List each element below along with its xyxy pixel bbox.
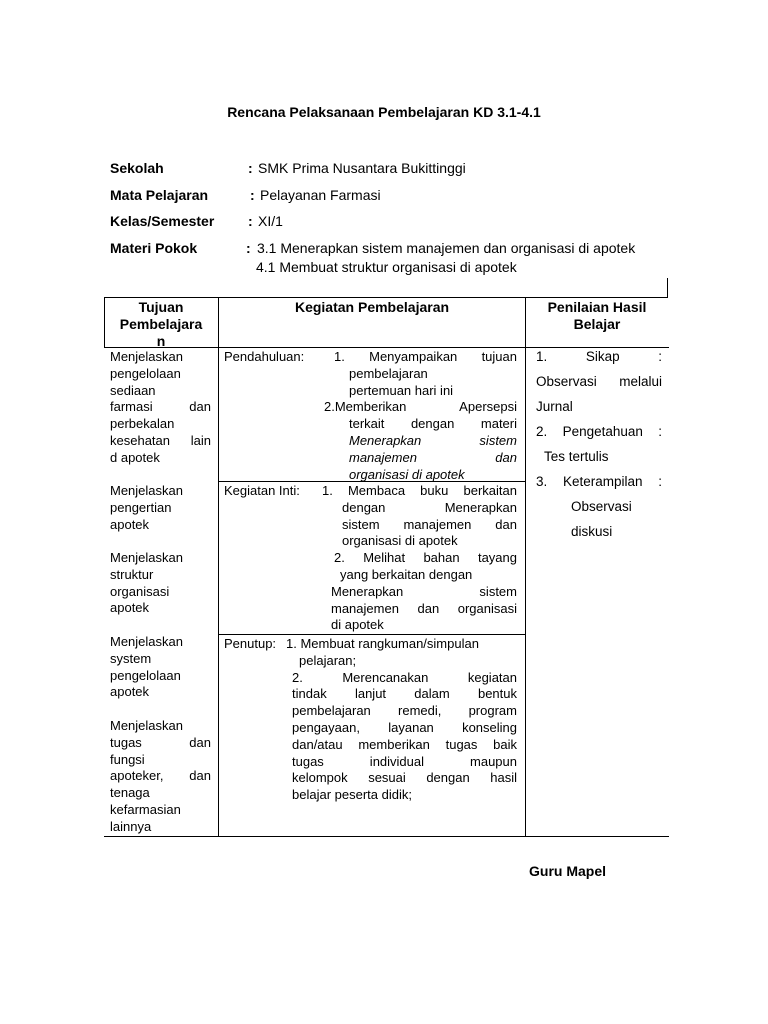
tujuan-line: pengelolaan (110, 365, 181, 381)
kegiatan-line: sistem manajemen dan (342, 516, 517, 532)
penilaian-line: Tes tertulis (544, 449, 609, 464)
header-tujuan (104, 299, 218, 350)
tujuan-line: Menjelaskan (110, 483, 183, 498)
penilaian-line: 3. Keterampilan : (536, 474, 662, 489)
tujuan-line: system (110, 650, 152, 666)
kegiatan-line: pembelajaran (349, 365, 428, 381)
tujuan-line: apotek (110, 684, 150, 700)
penilaian-cell (536, 349, 662, 549)
tujuan-line: apotek (110, 600, 150, 616)
tujuan-line: apotek (110, 516, 150, 532)
info-value: 3.1 Menerapkan sistem manajemen dan organisasi di apotek (257, 240, 636, 256)
penilaian-line: Observasi melalui (536, 374, 662, 389)
tujuan-line: organisasi (110, 583, 170, 599)
tujuan-line: perbekalan (110, 416, 175, 432)
signature-label: Guru Mapel (529, 863, 607, 879)
kegiatan-line: pengayaan, layanan konseling (292, 720, 517, 735)
info-value: SMK Prima Nusantara Bukittinggi (258, 160, 466, 176)
table-column-divider (525, 297, 526, 836)
info-label: Mata Pelajaran (110, 187, 209, 203)
info-separator: : (248, 213, 253, 229)
kegiatan-line: manajemen dan organisasi (331, 600, 517, 616)
penilaian-line: 2. Pengetahuan : (536, 424, 662, 439)
tujuan-line: Menjelaskan (110, 718, 183, 733)
tujuan-item (110, 483, 211, 533)
tujuan-line: tenaga (110, 785, 150, 801)
header-text: Kegiatan Pembelajaran (294, 299, 450, 315)
tujuan-line: fungsi (110, 751, 145, 767)
tujuan-item (110, 349, 211, 467)
kegiatan-line: tindak lanjut dalam bentuk (292, 686, 517, 702)
tujuan-line: kefarmasian (110, 801, 181, 817)
tujuan-line: pengertian (110, 499, 172, 515)
kegiatan-line: tugas individual maupun (292, 753, 517, 769)
table-border-top (104, 297, 668, 298)
kegiatan-penutup (224, 636, 520, 834)
info-label: Materi Pokok (110, 240, 198, 256)
header-penilaian (526, 299, 668, 333)
tujuan-line: lainnya (110, 818, 152, 834)
kegiatan-line: terkait dengan materi (349, 416, 517, 432)
kegiatan-line: 2. Melihat bahan tayang (334, 550, 517, 566)
kegiatan-line: pertemuan hari ini (349, 382, 454, 398)
header-kegiatan (219, 299, 525, 316)
kegiatan-line: manajemen dan (349, 449, 517, 465)
penilaian-line: 1. Sikap : (536, 349, 662, 364)
penilaian-line: diskusi (571, 524, 613, 539)
kegiatan-line: organisasi di apotek (342, 533, 458, 549)
tujuan-line: sediaan (110, 382, 156, 398)
tujuan-line: Menjelaskan (110, 349, 183, 364)
kegiatan-line: 1. Menyampaikan tujuan (334, 349, 517, 364)
tujuan-line: d apotek (110, 449, 160, 465)
kegiatan-label: Kegiatan Inti: (224, 483, 300, 498)
tujuan-line: apoteker, dan (110, 768, 211, 784)
tujuan-line: tugas dan (110, 734, 211, 750)
kegiatan-line: Menerapkan sistem (331, 583, 517, 599)
kegiatan-line: 2. Merencanakan kegiatan (292, 669, 517, 685)
kegiatan-line: 2.Memberikan Apersepsi (324, 399, 517, 415)
kegiatan-line: dan/atau memberikan tugas baik (292, 736, 517, 752)
kegiatan-line: Menerapkan sistem (349, 433, 517, 448)
header-text: Penilaian Hasil (547, 299, 647, 315)
info-value: 4.1 Membuat struktur organisasi di apotek (256, 259, 517, 275)
header-text: Tujuan (138, 299, 184, 315)
kegiatan-line: pelajaran; (299, 652, 357, 668)
kegiatan-line: kelompok sesuai dengan hasil (292, 770, 517, 786)
info-separator: : (250, 187, 255, 203)
tujuan-item (110, 718, 211, 836)
info-value: Pelayanan Farmasi (260, 187, 381, 203)
tujuan-line: pengelolaan (110, 667, 181, 683)
document-title: Rencana Pelaksanaan Pembelajaran KD 3.1-4.1 (227, 104, 541, 120)
tujuan-item (110, 634, 211, 701)
kegiatan-label: Pendahuluan: (224, 349, 305, 364)
info-value: XI/1 (258, 213, 283, 229)
tujuan-line: farmasi dan (110, 399, 211, 415)
kegiatan-line: belajar peserta didik; (292, 787, 412, 803)
kegiatan-line: organisasi di apotek (349, 466, 465, 482)
kegiatan-label: Penutup: (224, 636, 277, 651)
tujuan-item (110, 550, 211, 617)
tujuan-line: struktur (110, 566, 154, 582)
kegiatan-pendahuluan (224, 349, 520, 481)
table-frame-line (667, 278, 668, 298)
kegiatan-line: 1. Membaca buku berkaitan (322, 483, 517, 498)
tujuan-line: Menjelaskan (110, 550, 183, 565)
kegiatan-line: di apotek (331, 617, 384, 633)
info-label: Kelas/Semester (110, 213, 215, 229)
kegiatan-line: 1. Membuat rangkuman/simpulan (286, 636, 479, 651)
info-separator: : (246, 240, 251, 256)
kegiatan-line: pembelajaran remedi, program (292, 703, 517, 719)
kegiatan-inti (224, 483, 520, 633)
kegiatan-line: dengan Menerapkan (342, 499, 517, 515)
table-border-bottom (104, 836, 669, 837)
kegiatan-line: yang berkaitan dengan (340, 567, 473, 582)
penilaian-line: Jurnal (536, 399, 573, 414)
table-column-divider (218, 297, 219, 836)
tujuan-line: kesehatan lain (110, 432, 211, 448)
tujuan-line: Menjelaskan (110, 634, 183, 649)
header-text: Belajar (573, 316, 621, 332)
penilaian-line: Observasi (571, 499, 632, 514)
header-text: Pembelajara (119, 316, 203, 332)
info-separator: : (248, 160, 253, 176)
header-text: n (156, 333, 166, 349)
info-label: Sekolah (110, 160, 164, 176)
